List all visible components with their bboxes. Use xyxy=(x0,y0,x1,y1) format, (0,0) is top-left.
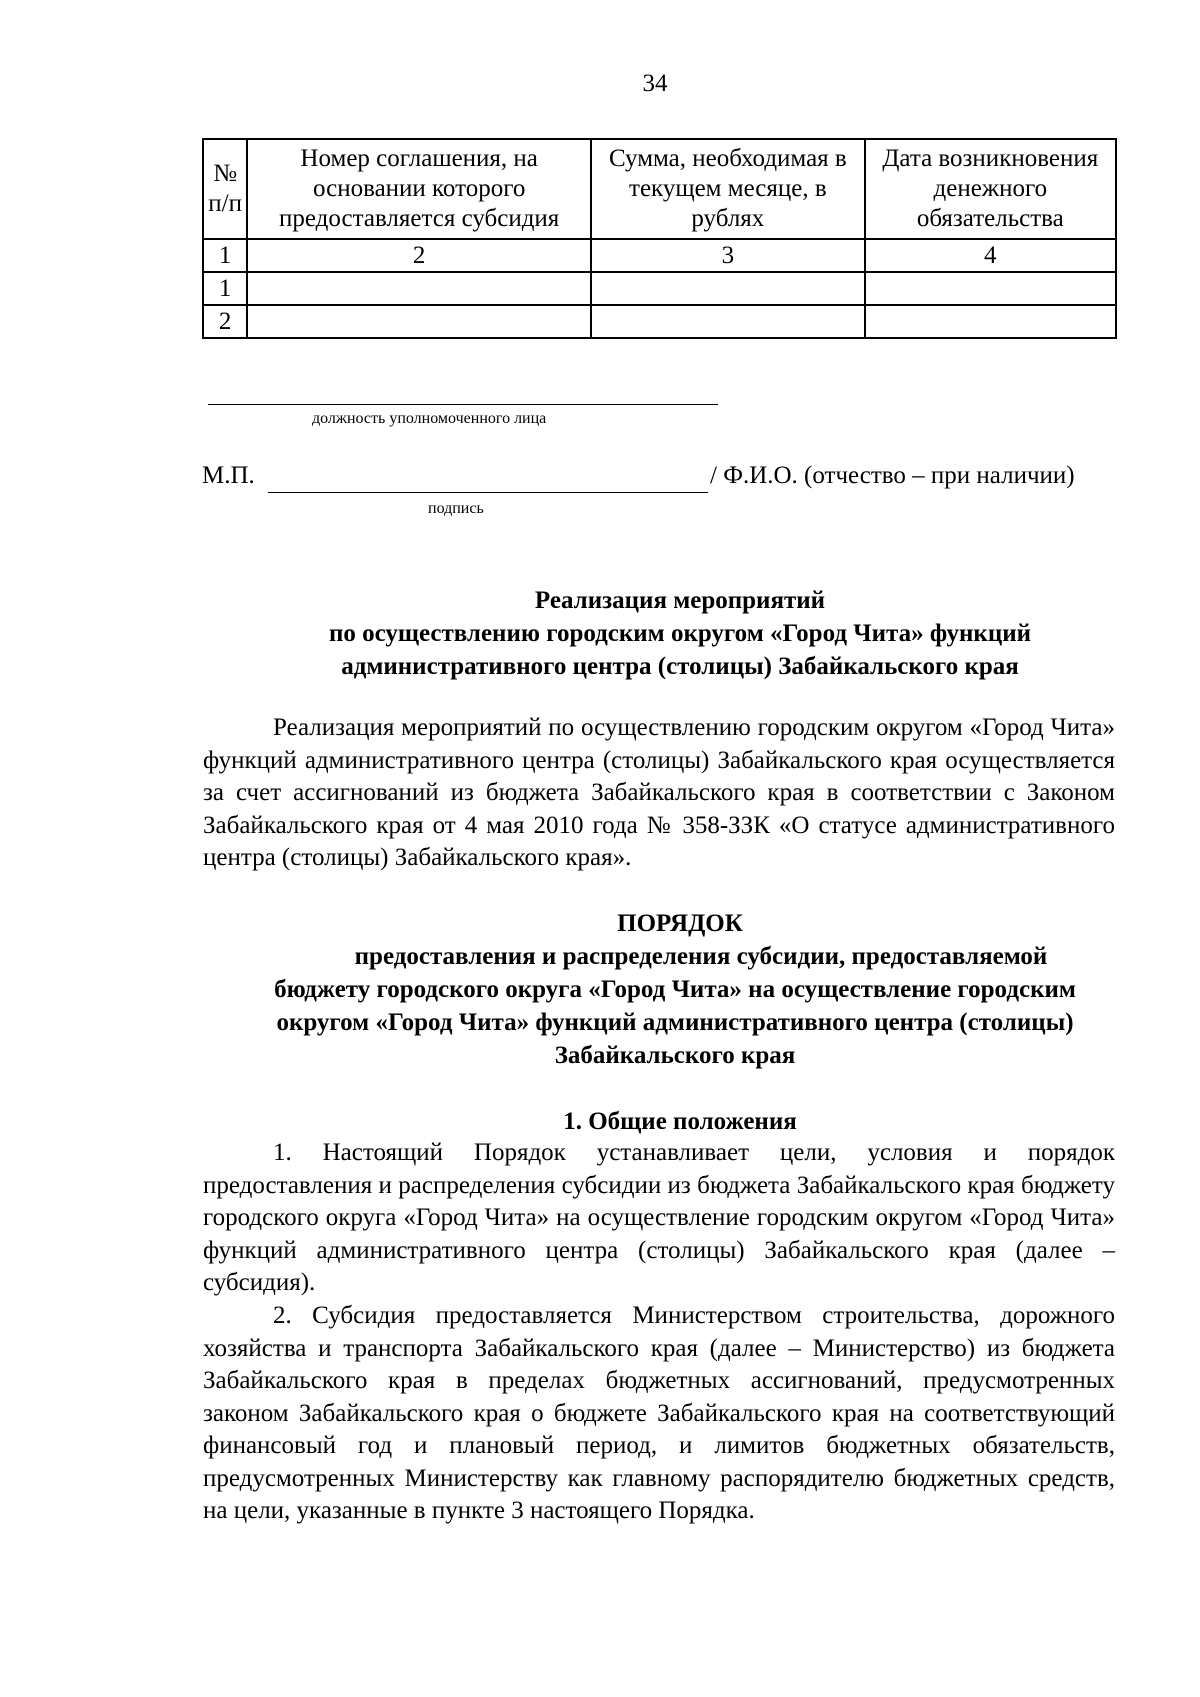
item-1-text: 1. Настоящий Порядок устанавливает цели, условия и порядок предоставления и распределения субсидии из бюджета Забайкальского края бюджету городского округа «Город Чита» на осуществление городским округом «Город Чита» функций административного центра (столицы) Забайкальского края (далее – субсидия). xyxy=(203,1139,1115,1296)
section2-title: ПОРЯДОК xyxy=(617,910,743,937)
table-header-row xyxy=(203,139,1116,239)
table-cell xyxy=(247,305,591,338)
obligations-table xyxy=(202,138,1117,339)
item-2-text: 2. Субсидия предоставляется Министерством строительства, дорожного хозяйства и транспорта Забайкальского края (далее – Министерство) из бюджета Забайкальского края в пределах бюджетных ассигнований, предусмотренных законом Забайкальского края о бюджете Забайкальского края на соответствующий финансовый год и плановый период, и лимитов бюджетных обязательств, предусмотренных Министерству как главному распорядителю бюджетных средств, на цели, указанные в пункте 3 настоящего Порядка. xyxy=(203,1302,1115,1524)
section1-title xyxy=(240,584,1120,683)
header-number: № п/п xyxy=(203,139,247,239)
column-number-cell: 1 xyxy=(203,239,247,272)
column-number-cell: 4 xyxy=(865,239,1116,272)
mp-label: М.П. xyxy=(202,462,255,489)
table-row xyxy=(203,272,1116,305)
table-cell xyxy=(591,305,864,338)
column-number-cell: 2 xyxy=(247,239,591,272)
section1-title-line: по осуществлению городским округом «Город Чита» функций xyxy=(328,620,1032,647)
header-agreement: Номер соглашения, на основании которого предоставляется субсидия xyxy=(247,139,591,239)
position-caption: должность уполномоченного лица xyxy=(312,410,547,427)
section1-paragraph-text: Реализация мероприятий по осуществлению городским округом «Город Чита» функций административного центра (столицы) Забайкальского края осуществляется за счет ассигнований из бюджета Забайкальского края в соответствии с Законом Забайкальского края от 4 мая 2010 года № 358-ЗЗК «О статусе административного центра (столицы) Забайкальского края». xyxy=(203,714,1115,871)
header-sum: Сумма, необходимая в текущем месяце, в рублях xyxy=(591,139,864,239)
chapter-title: 1. Общие положения xyxy=(563,1108,797,1135)
table-cell xyxy=(865,272,1116,305)
section1-paragraph xyxy=(203,712,1115,875)
signature-caption: подпись xyxy=(428,500,484,517)
header-date: Дата возникновения денежного обязательства xyxy=(865,139,1116,239)
table-cell xyxy=(591,272,864,305)
section2-subtitle-line: Забайкальского края xyxy=(554,1042,796,1069)
signature-row xyxy=(202,462,1122,496)
section2-subtitle-line: округом «Город Чита» функций административного центра (столицы) xyxy=(276,1009,1074,1036)
page-number: 34 xyxy=(642,70,668,97)
table-row xyxy=(203,305,1116,338)
item-1 xyxy=(203,1137,1115,1300)
signature-line xyxy=(268,492,708,493)
section1-title-line: административного центра (столицы) Забайкальского края xyxy=(341,653,1019,680)
table-cell: 2 xyxy=(203,305,247,338)
section2-subtitle-line: предоставления и распределения субсидии, предоставляемой xyxy=(354,943,1048,970)
table-cell xyxy=(247,272,591,305)
table-cell: 1 xyxy=(203,272,247,305)
column-number-cell: 3 xyxy=(591,239,864,272)
section1-title-line: Реализация мероприятий xyxy=(534,587,826,614)
column-numbers-row xyxy=(203,239,1116,272)
section2-subtitle-line: бюджету городского округа «Город Чита» на осуществление городским xyxy=(274,976,1076,1003)
table-cell xyxy=(865,305,1116,338)
fio-label: / Ф.И.О. (отчество – при наличии) xyxy=(710,462,1075,489)
section2-subtitle xyxy=(215,940,1135,1072)
item-2 xyxy=(203,1300,1115,1528)
position-line xyxy=(208,404,718,405)
